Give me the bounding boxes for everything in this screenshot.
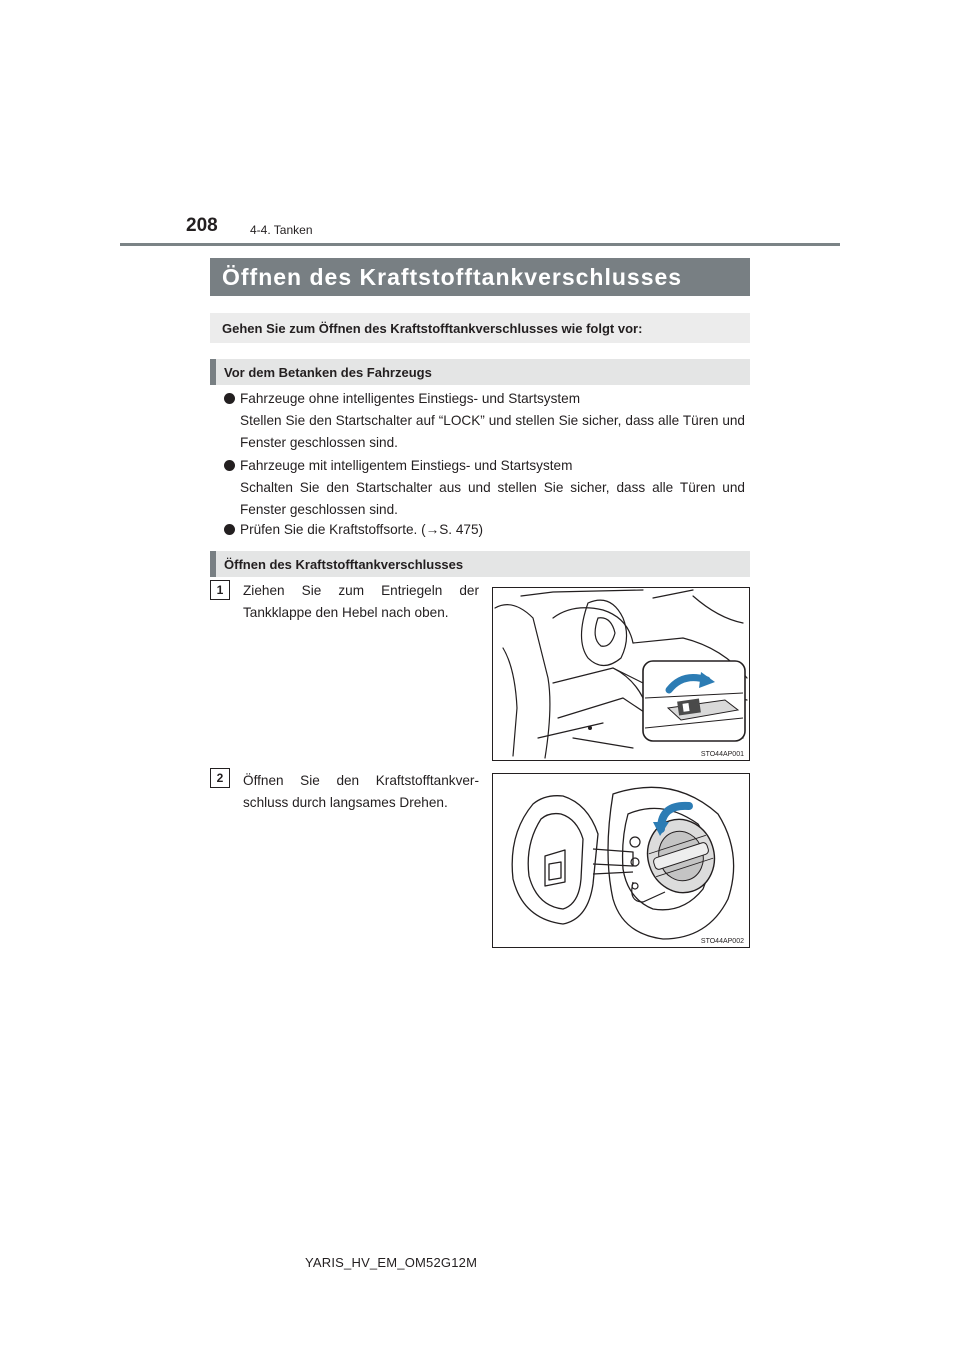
- page-title: Öffnen des Kraftstofftankverschlusses: [210, 258, 750, 296]
- bullet-heading: Fahrzeuge mit intelligentem Einstiegs- und Startsystem: [240, 458, 573, 473]
- bullet-dot: [224, 393, 235, 404]
- bullet-dot: [224, 524, 235, 535]
- subheading-before-refueling: Vor dem Betanken des Fahrzeugs: [210, 359, 750, 385]
- figure-code: STO44AP001: [700, 751, 744, 758]
- fuel-cap-illustration: [493, 774, 749, 947]
- step-number: 2: [210, 768, 230, 788]
- car-interior-illustration: [493, 588, 749, 760]
- figure-code: STO44AP002: [700, 938, 744, 945]
- section-label: 4-4. Tanken: [250, 223, 313, 237]
- bullet-heading: Prüfen Sie die Kraftstoffsorte. (→S. 475): [240, 522, 484, 537]
- header-rule: [120, 243, 840, 246]
- document-code: YARIS_HV_EM_OM52G12M: [305, 1255, 478, 1270]
- bullet-item: [240, 519, 745, 541]
- bullet-body: Schalten Sie den Startschalter aus und stellen Sie sicher, dass alle Türen und Fenster geschlossen sind.: [240, 480, 745, 517]
- step-text: Ziehen Sie zum Entriegeln der Tankklappe den Hebel nach oben.: [243, 583, 479, 620]
- bullet-item: [240, 455, 745, 521]
- step-number: 1: [210, 580, 230, 600]
- figure-fuel-door-lever: [492, 587, 750, 761]
- step-text: Öffnen Sie den Kraftstofftankver-schluss durch langsames Drehen.: [243, 773, 479, 810]
- bullet-dot: [224, 460, 235, 471]
- bullet-heading: Fahrzeuge ohne intelligentes Einstiegs- und Startsystem: [240, 391, 581, 406]
- bullet-body: Stellen Sie den Startschalter auf “LOCK” und stellen Sie sicher, dass alle Türen und Fenster geschlossen sind.: [240, 413, 745, 450]
- bullet-item: [240, 388, 745, 454]
- subheading-opening-cap: Öffnen des Kraftstofftankverschlusses: [210, 551, 750, 577]
- figure-fuel-cap: [492, 773, 750, 948]
- intro-text: Gehen Sie zum Öffnen des Kraftstofftankverschlusses wie folgt vor:: [210, 313, 750, 343]
- page-number: 208: [186, 215, 218, 236]
